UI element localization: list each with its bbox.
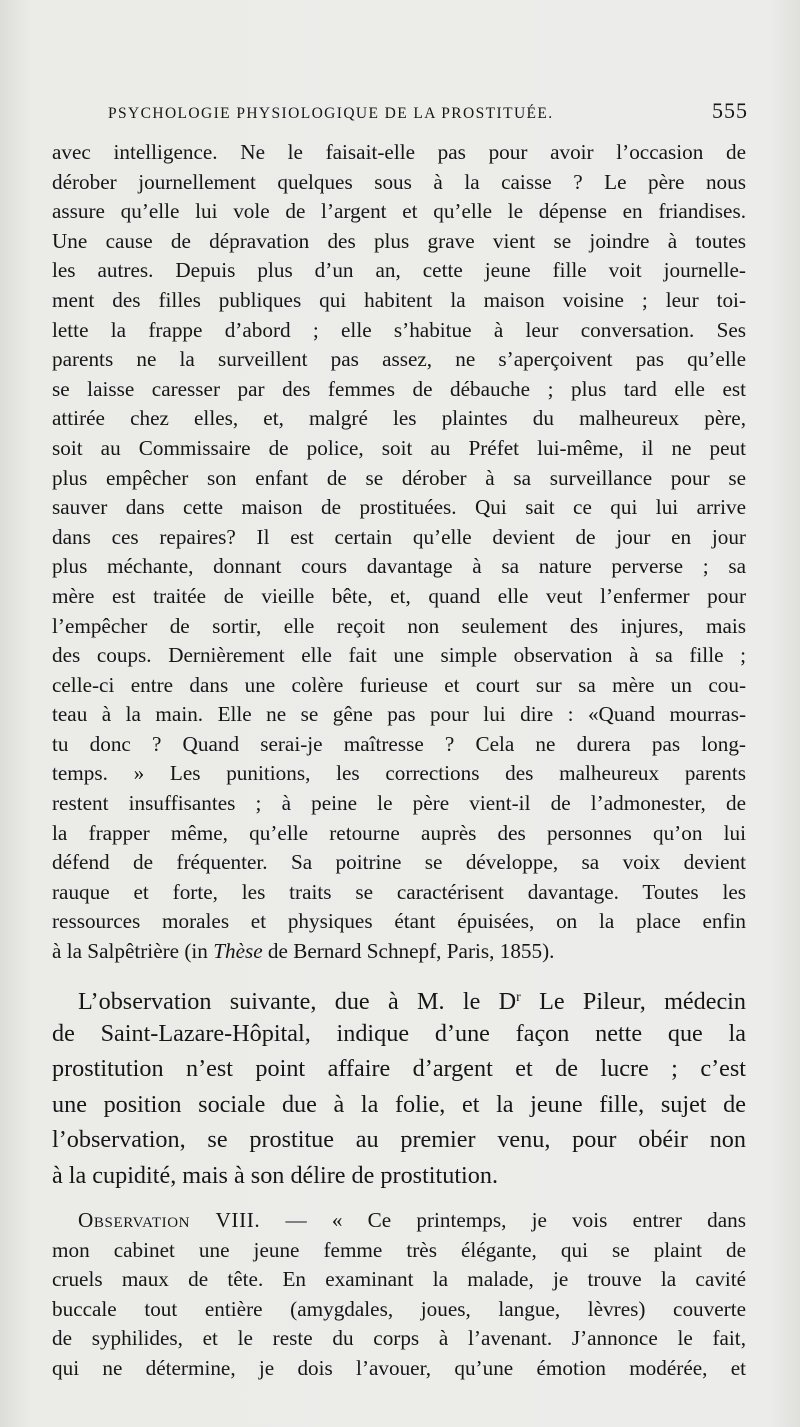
text-line: parents ne la surveillent pas assez, ne s’aperçoivent pas qu’elle xyxy=(52,347,746,372)
text-line: Une cause de dépravation des plus grave vient se joindre à toutes xyxy=(52,228,746,253)
text-line-citation: à la Salpêtrière (in Thèse de Bernard Schnepf, Paris, 1855). xyxy=(52,939,555,964)
text-line: plus empêcher son enfant de se dérober à sa surveillance pour se xyxy=(52,465,746,490)
text-line: des coups. Dernièrement elle fait une simple observation à sa fille ; xyxy=(52,643,746,668)
text-line: une position sociale due à la folie, et la jeune fille, sujet de xyxy=(52,1090,746,1118)
running-title: PSYCHOLOGIE PHYSIOLOGIQUE DE LA PROSTITUÉE. xyxy=(108,105,554,122)
text-line: se laisse caresser par des femmes de débauche ; plus tard elle est xyxy=(52,376,746,401)
text-line: rauque et forte, les traits se caractérisent davantage. Toutes les xyxy=(52,879,746,904)
text-line: L’observation suivante, due à M. le $D^r$ Le Pileur, médecin xyxy=(78,988,746,1015)
text-line: dérober journellement quelques sous à la caisse ? Le père nous xyxy=(52,169,746,194)
text-line: temps. » Les punitions, les corrections des malheureux parents xyxy=(52,761,746,786)
text-line: tu donc ? Quand serai-je maîtresse ? Cela ne durera pas long- xyxy=(52,731,746,756)
text-line: ressources morales et physiques étant épuisées, on la place enfin xyxy=(52,909,746,934)
observation-paragraph xyxy=(52,1206,746,1384)
text-line: ment des filles publiques qui habitent la maison voisine ; leur toi- xyxy=(52,287,746,312)
text-line: mère est traitée de vieille bête, et, quand elle veut l’enfermer pour xyxy=(52,583,746,608)
text-line: lette la frappe d’abord ; elle s’habitue à leur conversation. Ses xyxy=(52,317,746,342)
text-line: celle-ci entre dans une colère furieuse et court sur sa mère un cou- xyxy=(52,672,746,697)
text-line: l’empêcher de sortir, elle reçoit non seulement des injures, mais xyxy=(52,613,746,638)
page-number: 555 xyxy=(712,98,748,123)
text-line: à la cupidité, mais à son délire de prostitution. xyxy=(52,1161,499,1189)
superscript: r xyxy=(516,990,521,1005)
paragraph-continued xyxy=(52,138,746,967)
text-line: plus méchante, donnant cours davantage à sa nature perverse ; sa xyxy=(52,554,746,579)
text-line: les autres. Depuis plus d’un an, cette jeune fille voit journelle- xyxy=(52,258,746,283)
text-line: Observation VIII. — « Ce printemps, je vois entrer dans xyxy=(78,1208,746,1232)
page-header xyxy=(108,98,748,124)
text-line: de syphilides, et le reste du corps à l’avenant. J’annonce le fait, xyxy=(52,1326,746,1351)
text-line: attirée chez elles, et, malgré les plaintes du malheureux père, xyxy=(52,406,746,431)
text-line: teau à la main. Elle ne se gêne pas pour lui dire : «Quand mourras- xyxy=(52,702,746,727)
text-line: mon cabinet une jeune femme très élégante, qui se plaint de xyxy=(52,1237,746,1262)
text-line: assure qu’elle lui vole de l’argent et qu’elle le dépense en friandises. xyxy=(52,199,746,224)
text-line: l’observation, se prostitue au premier venu, pour obéir non xyxy=(52,1126,746,1154)
text-line: dans ces repaires? Il est certain qu’elle devient de jour en jour xyxy=(52,524,746,549)
paragraph-introduction xyxy=(52,980,746,1194)
text-line: défend de fréquenter. Sa poitrine se développe, sa voix devient xyxy=(52,850,746,875)
text-line: la frapper même, qu’elle retourne auprès des personnes qu’on lui xyxy=(52,820,746,845)
text-line: prostitution n’est point affaire d’argent et de lucre ; c’est xyxy=(52,1055,746,1083)
observation-label: Observation VIII. xyxy=(78,1208,261,1232)
italic-title: Thèse xyxy=(213,939,263,964)
text-line: restent insuffisantes ; à peine le père vient-il de l’admonester, de xyxy=(52,791,746,816)
text-line: sauver dans cette maison de prostituées. Qui sait ce qui lui arrive xyxy=(52,495,746,520)
text-line: qui ne détermine, je dois l’avouer, qu’une émotion modérée, et xyxy=(52,1355,746,1380)
text-line: de Saint-Lazare-Hôpital, indique d’une façon nette que la xyxy=(52,1019,746,1047)
text-line: soit au Commissaire de police, soit au Préfet lui-même, il ne peut xyxy=(52,435,746,460)
text-line: cruels maux de tête. En examinant la malade, je trouve la cavité xyxy=(52,1267,746,1292)
text-line: avec intelligence. Ne le faisait-elle pas pour avoir l’occasion de xyxy=(52,140,746,164)
text-line: buccale tout entière (amygdales, joues, langue, lèvres) couverte xyxy=(52,1296,746,1321)
